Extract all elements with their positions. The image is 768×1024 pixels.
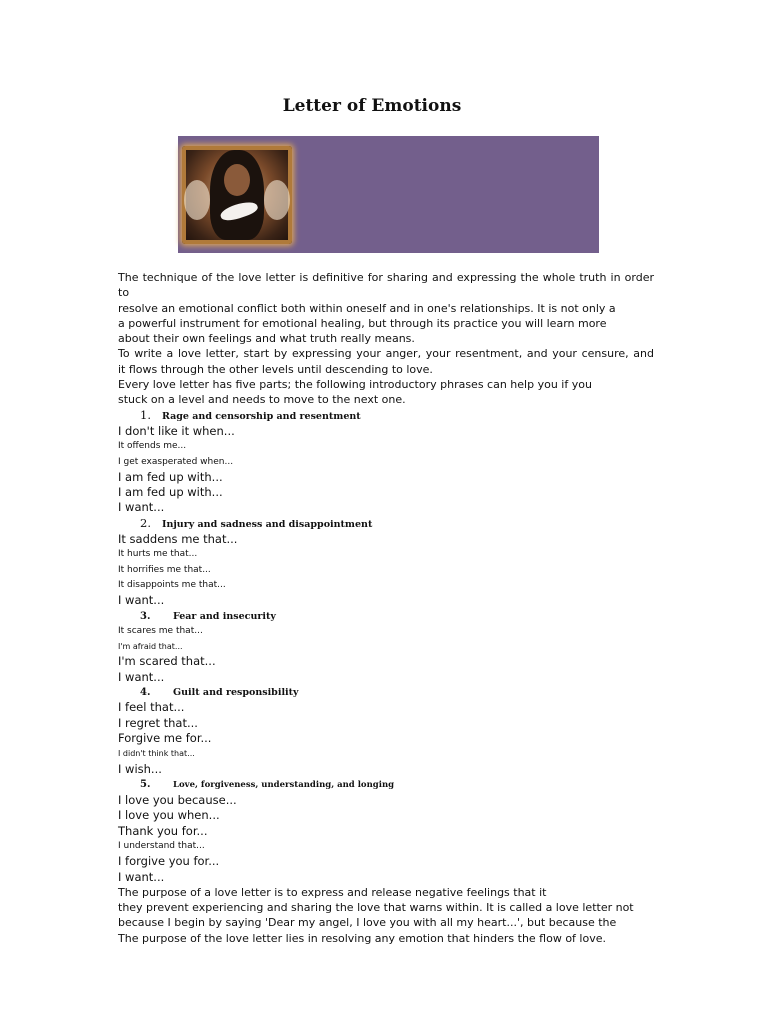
phrase: I'm afraid that... bbox=[118, 642, 183, 652]
header-banner bbox=[178, 136, 599, 253]
phrase: I didn't think that... bbox=[118, 749, 195, 759]
letter-body bbox=[118, 270, 654, 946]
phrase: It horrifies me that... bbox=[118, 564, 211, 575]
closing-line: The purpose of a love letter is to express and release negative feelings that it bbox=[118, 885, 547, 899]
section-title: Rage and censorship and resentment bbox=[162, 410, 361, 422]
phrase: I want... bbox=[118, 869, 165, 884]
intro-line: The technique of the love letter is definitive for sharing and expressing the whole truth in order to bbox=[118, 271, 654, 300]
phrase: I regret that... bbox=[118, 715, 198, 730]
phrase: It disappoints me that... bbox=[118, 579, 226, 590]
section-heading bbox=[118, 685, 654, 700]
phrase: I'm scared that... bbox=[118, 654, 216, 669]
phrase: I am fed up with... bbox=[118, 469, 223, 484]
phrase: I don't like it when... bbox=[118, 423, 235, 438]
phrase: Forgive me for... bbox=[118, 730, 212, 745]
closing-line: The purpose of the love letter lies in resolving any emotion that hinders the flow of love. bbox=[118, 931, 606, 945]
phrase: It hurts me that... bbox=[118, 549, 198, 560]
intro-line: stuck on a level and needs to move to the next one. bbox=[118, 393, 406, 407]
phrase: I love you when... bbox=[118, 808, 220, 823]
intro-line: To write a love letter, start by expressing your anger, your resentment, and your censure, and bbox=[118, 347, 654, 361]
phrase: It offends me... bbox=[118, 441, 187, 452]
intro-line: about their own feelings and what truth really means. bbox=[118, 332, 415, 346]
section-title: Guilt and responsibility bbox=[173, 687, 299, 699]
section-title: Love, forgiveness, understanding, and longing bbox=[173, 779, 395, 790]
phrase: Thank you for... bbox=[118, 823, 208, 838]
phrase: I wish... bbox=[118, 761, 162, 776]
angel-with-dove-photo bbox=[182, 146, 292, 244]
section-title: Fear and insecurity bbox=[173, 610, 276, 622]
closing-line: because I begin by saying 'Dear my angel, I love you with all my heart...', but because the bbox=[118, 916, 617, 930]
intro-line: it flows through the other levels until descending to love. bbox=[118, 362, 433, 376]
page-title: Letter of Emotions bbox=[282, 96, 462, 116]
intro-line: resolve an emotional conflict both within oneself and in one's relationships. It is not only a bbox=[118, 301, 616, 315]
phrase: It scares me that... bbox=[118, 625, 203, 636]
section-number: 1. bbox=[140, 407, 151, 422]
section-number: 5. bbox=[140, 778, 151, 790]
section-number: 3. bbox=[140, 610, 151, 622]
phrase: I feel that... bbox=[118, 700, 185, 715]
section-number: 4. bbox=[140, 687, 151, 699]
phrase: I get exasperated when... bbox=[118, 456, 234, 467]
section-number: 2. bbox=[140, 515, 151, 530]
section-heading bbox=[118, 777, 654, 793]
intro-line: Every love letter has five parts; the following introductory phrases can help you if you bbox=[118, 378, 592, 392]
phrase: I understand that... bbox=[118, 840, 205, 851]
intro-line: a powerful instrument for emotional healing, but through its practice you will learn more bbox=[118, 316, 607, 330]
phrase: It saddens me that... bbox=[118, 532, 238, 547]
section-heading bbox=[118, 516, 654, 532]
section-heading bbox=[118, 408, 654, 424]
section-heading bbox=[118, 609, 654, 624]
section-title: Injury and sadness and disappointment bbox=[162, 518, 373, 530]
closing-line: they prevent experiencing and sharing the love that warns within. It is called a love letter not bbox=[118, 901, 634, 915]
phrase: I love you because... bbox=[118, 793, 237, 808]
phrase: I am fed up with... bbox=[118, 485, 223, 500]
phrase: I want... bbox=[118, 669, 165, 684]
phrase: I want... bbox=[118, 500, 165, 515]
phrase: I forgive you for... bbox=[118, 854, 220, 869]
phrase: I want... bbox=[118, 593, 165, 608]
